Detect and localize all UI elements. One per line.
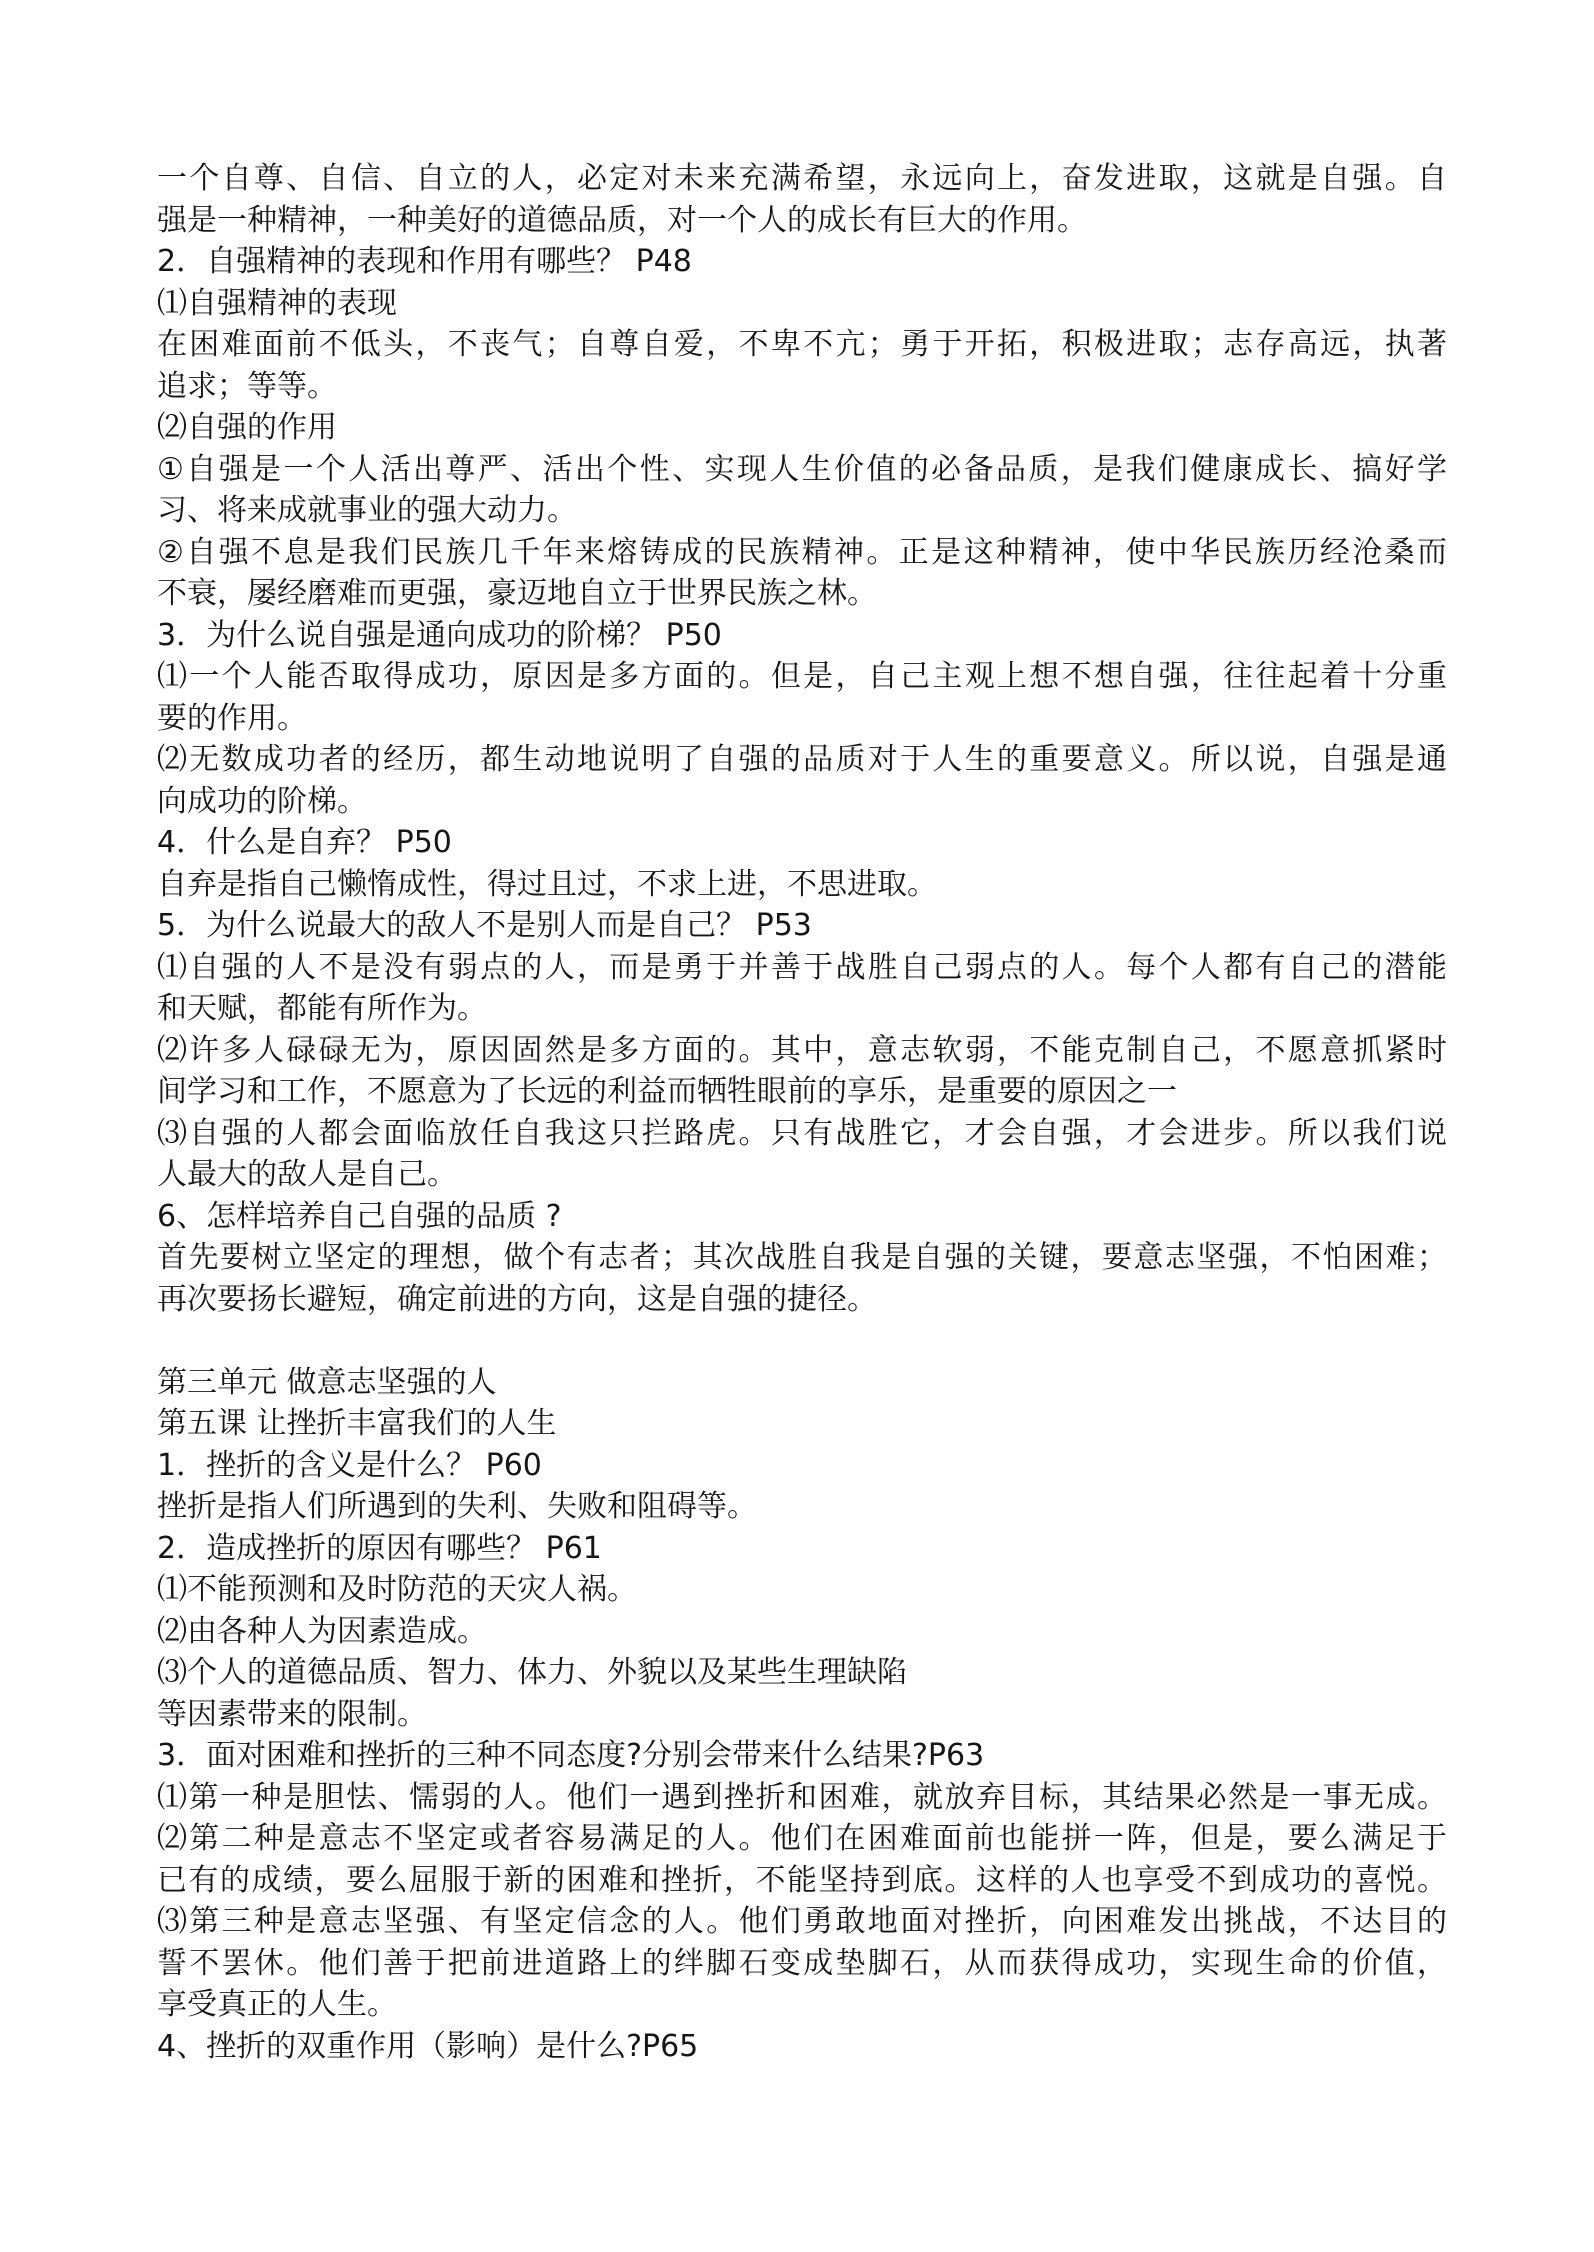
text-line: 等因素带来的限制。 xyxy=(157,1696,427,1732)
text-line: 第三单元 做意志坚强的人 xyxy=(157,1364,497,1400)
text-line: ⑵许多人碌碌无为，原因固然是多方面的。其中，意志软弱，不能克制自己，不愿意抓紧时 xyxy=(157,1032,1447,1068)
text-line: 再次要扬长避短，确定前进的方向，这是自强的捷径。 xyxy=(157,1281,877,1317)
text-line: 在困难面前不低头，不丧气；自尊自爱，不卑不亢；勇于开拓，积极进取；志存高远，执著 xyxy=(157,327,1447,362)
text-line: 一个自尊、自信、自立的人，必定对未来充满希望，永远向上，奋发进取，这就是自强。自 xyxy=(157,161,1447,196)
text-line: ⑶自强的人都会面临放任自我这只拦路虎。只有战胜它，才会自强，才会进步。所以我们说 xyxy=(157,1115,1447,1151)
text-line: 间学习和工作，不愿意为了长远的利益而牺牲眼前的享乐，是重要的原因之一 xyxy=(157,1074,1177,1109)
text-line: ⑴自强精神的表现 xyxy=(157,285,397,321)
text-line: 3．为什么说自强是通向成功的阶梯？ P50 xyxy=(157,617,722,653)
text-line: 1．挫折的含义是什么？ P60 xyxy=(157,1447,542,1483)
text-line: 6、怎样培养自己自强的品质 ? xyxy=(157,1198,562,1234)
text-line: ⑵由各种人为因素造成。 xyxy=(157,1613,487,1649)
text-line: 第五课 让挫折丰富我们的人生 xyxy=(157,1406,557,1441)
text-line: 向成功的阶梯。 xyxy=(157,783,367,819)
text-line: 2．造成挫折的原因有哪些？ P61 xyxy=(157,1530,602,1566)
text-line: 享受真正的人生。 xyxy=(157,1987,397,2022)
text-line: 3．面对困难和挫折的三种不同态度?分别会带来什么结果?P63 xyxy=(157,1738,985,1773)
text-line: 2．自强精神的表现和作用有哪些？ P48 xyxy=(157,244,692,279)
text-line: ⑵第二种是意志不坚定或者容易满足的人。他们在困难面前也能拼一阵，但是，要么满足于 xyxy=(157,1821,1447,1856)
text-line: 首先要树立坚定的理想，做个有志者；其次战胜自我是自强的关键，要意志坚强，不怕困难； xyxy=(157,1240,1447,1275)
text-line: ⑴第一种是胆怯、懦弱的人。他们一遇到挫折和困难，就放弃目标，其结果必然是一事无成。 xyxy=(157,1779,1447,1815)
text-line: 不衰，屡经磨难而更强，豪迈地自立于世界民族之林。 xyxy=(157,576,877,611)
text-line: 和天赋，都能有所作为。 xyxy=(157,991,487,1026)
text-line: ②自强不息是我们民族几千年来熔铸成的民族精神。正是这种精神，使中华民族历经沧桑而 xyxy=(157,534,1447,570)
text-line: 4、挫折的双重作用（影响）是什么?P65 xyxy=(157,2028,699,2064)
text-line: 习、将来成就事业的强大动力。 xyxy=(157,493,577,528)
blank-line xyxy=(157,1320,1447,1362)
text-line: 强是一种精神，一种美好的道德品质，对一个人的成长有巨大的作用。 xyxy=(157,202,1087,238)
text-line: ①自强是一个人活出尊严、活出个性、实现人生价值的必备品质，是我们健康成长、搞好学 xyxy=(157,451,1447,487)
text-line: 追求；等等。 xyxy=(157,368,337,404)
text-line: ⑵无数成功者的经历，都生动地说明了自强的品质对于人生的重要意义。所以说，自强是通 xyxy=(157,742,1447,777)
text-line: ⑶第三种是意志坚强、有坚定信念的人。他们勇敢地面对挫折，向困难发出挑战，不达目的 xyxy=(157,1904,1447,1939)
text-line: ⑴自强的人不是没有弱点的人，而是勇于并善于战胜自己弱点的人。每个人都有自己的潜能 xyxy=(157,949,1447,985)
text-line: 人最大的敌人是自己。 xyxy=(157,1157,457,1192)
text-line: 誓不罢休。他们善于把前进道路上的绊脚石变成垫脚石，从而获得成功，实现生命的价值， xyxy=(157,1945,1447,1981)
text-line: 已有的成绩，要么屈服于新的困难和挫折，不能坚持到底。这样的人也享受不到成功的喜悦。 xyxy=(157,1862,1447,1898)
document-body xyxy=(157,158,1447,2067)
text-line: ⑶个人的道德品质、智力、体力、外貌以及某些生理缺陷 xyxy=(157,1655,907,1690)
text-line: 自弃是指自己懒惰成性，得过且过，不求上进，不思进取。 xyxy=(157,866,937,902)
text-line: 4．什么是自弃？ P50 xyxy=(157,825,452,860)
text-line: 挫折是指人们所遇到的失利、失败和阻碍等。 xyxy=(157,1489,757,1524)
text-line: ⑴不能预测和及时防范的天灾人祸。 xyxy=(157,1572,637,1607)
text-line: ⑴一个人能否取得成功，原因是多方面的。但是，自己主观上想不想自强，往往起着十分重 xyxy=(157,659,1447,694)
text-line: 5．为什么说最大的敌人不是别人而是自己？ P53 xyxy=(157,908,812,943)
text-line: 要的作用。 xyxy=(157,700,307,736)
text-line: ⑵自强的作用 xyxy=(157,410,337,445)
